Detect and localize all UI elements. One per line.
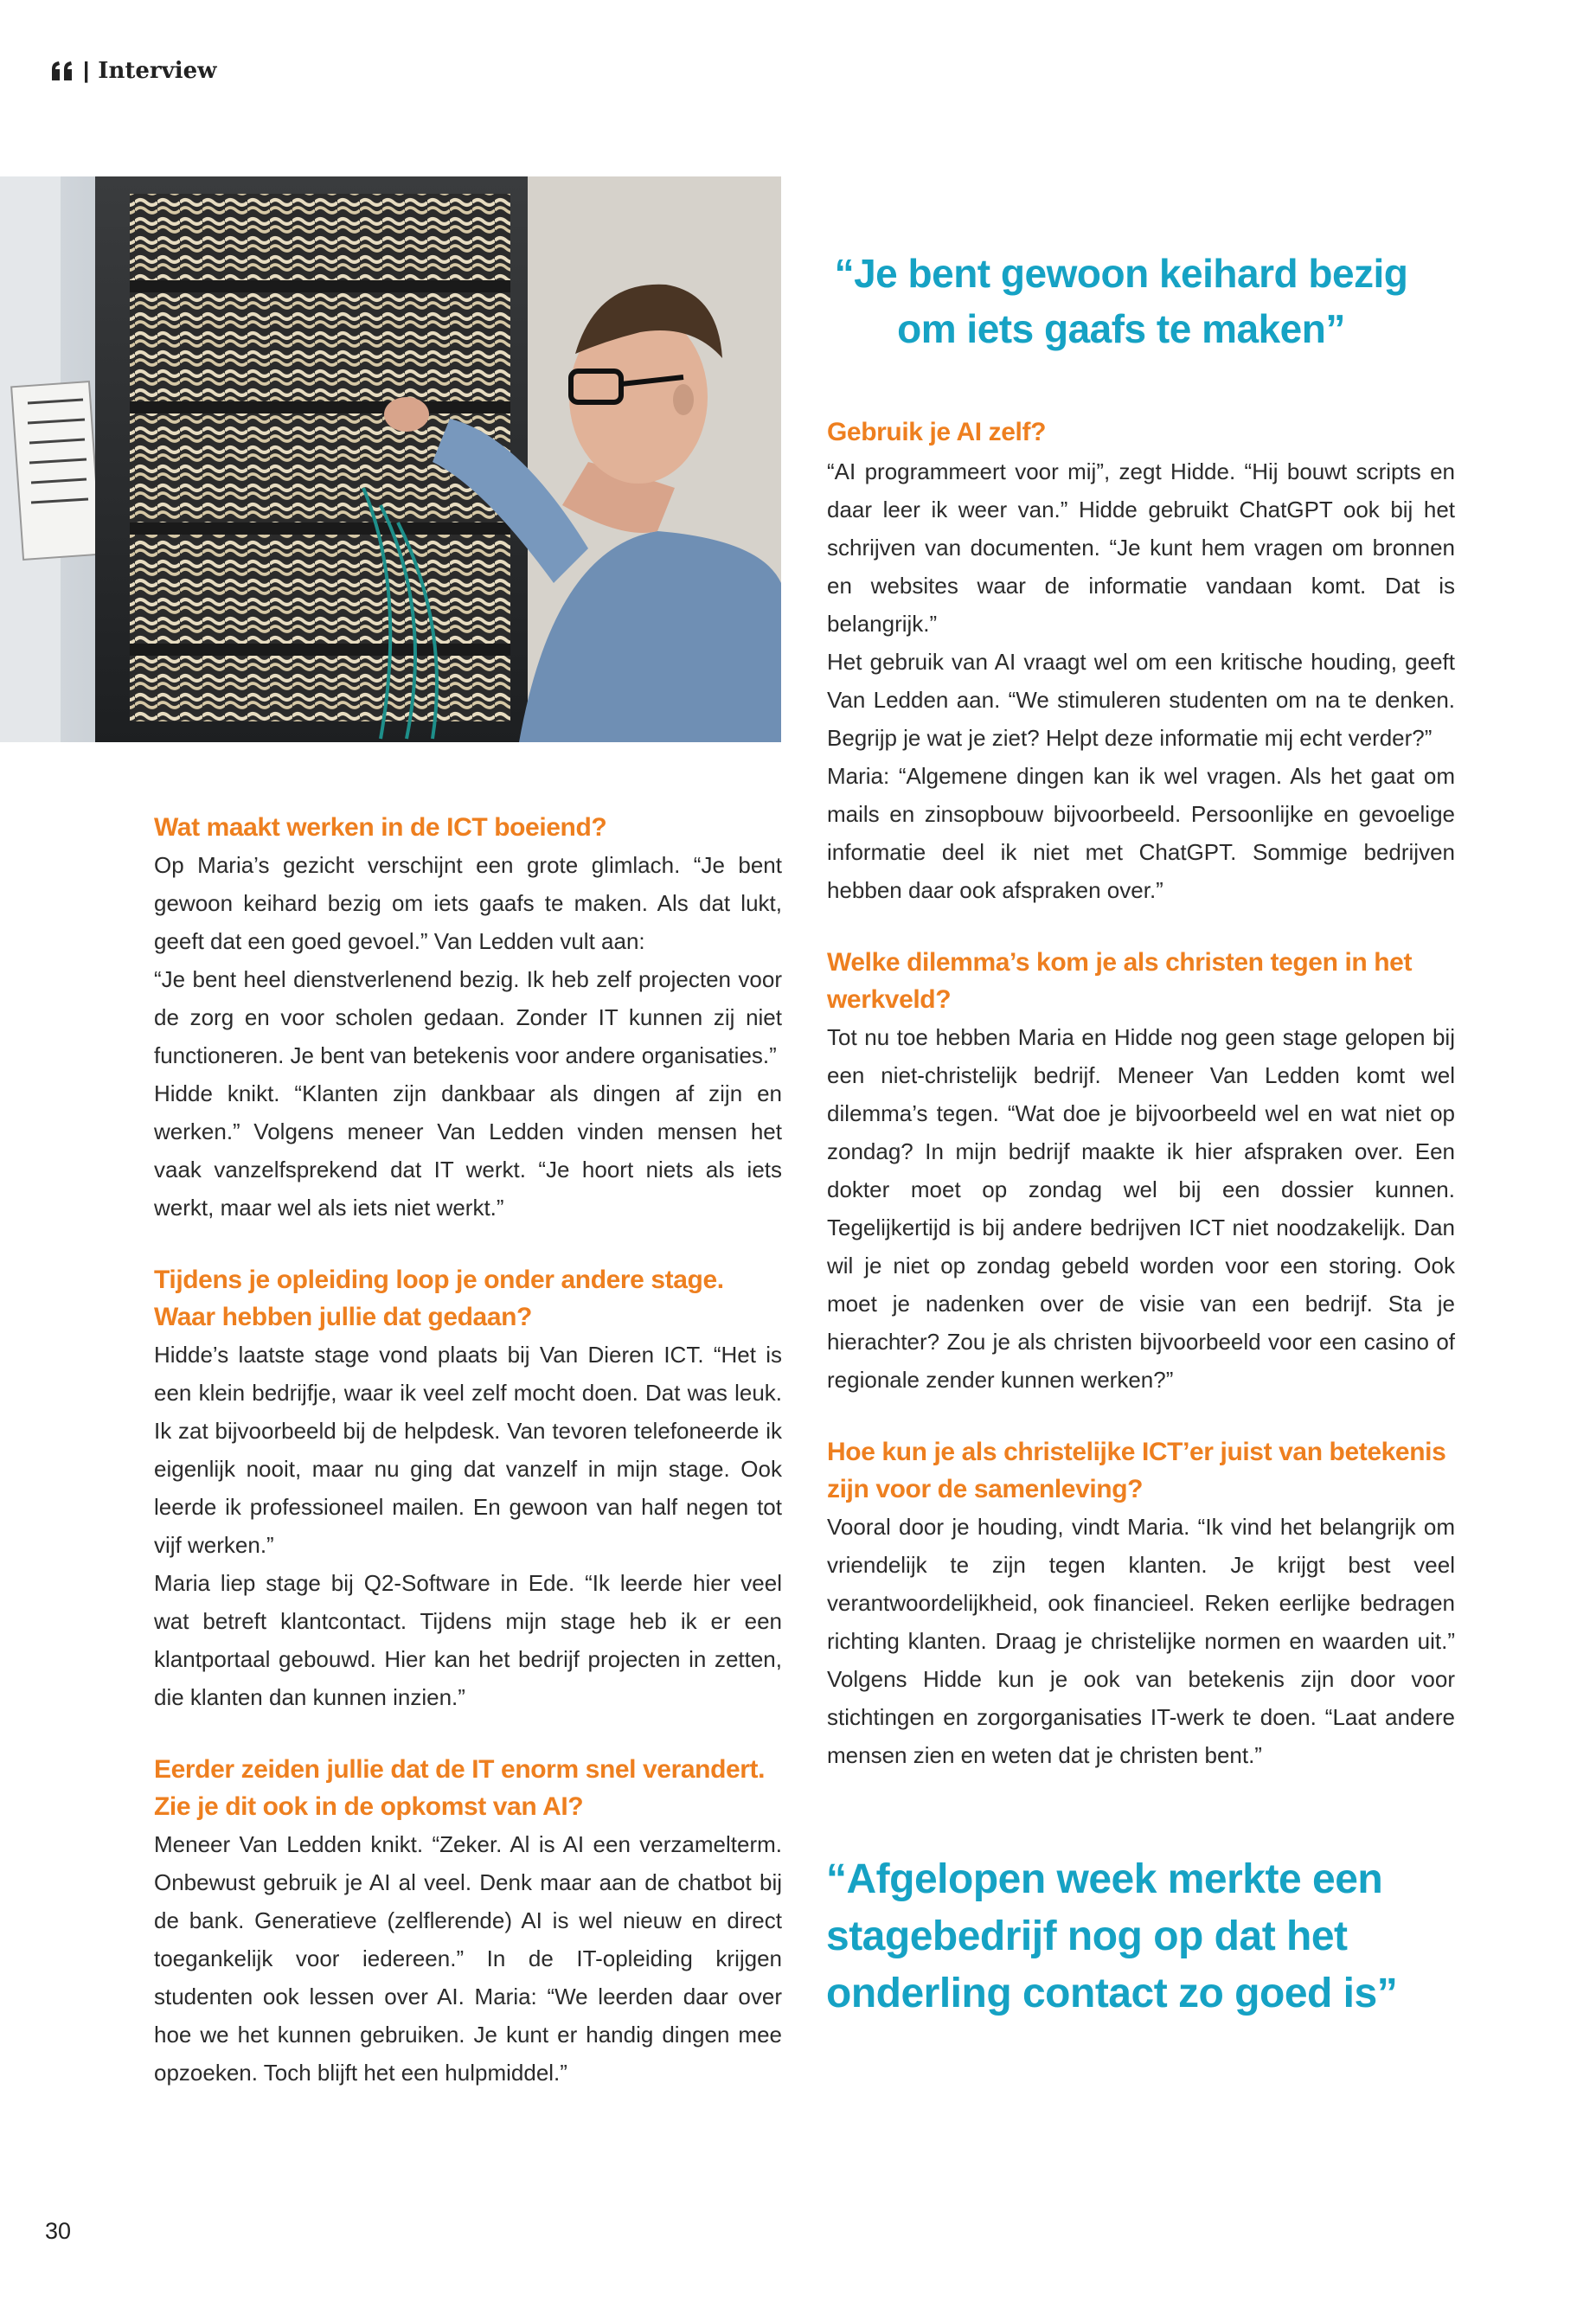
section-label: Interview — [98, 57, 217, 84]
paragraph: Vooral door je houding, vindt Maria. “Ik vind het belangrijk om vriendelijk te zijn tegen klanten. Je krijgt best veel verantwoordelijkheid, ook financieel. Reken eerlijke bedragen richting klanten. Draag je christelijke normen en waarden uit.” Volgens Hidde kun je ook van betekenis zijn door voor stichtingen en zorgorganisaties IT-werk te doen. “Laat andere mensen zien en weten dat je christen bent.” — [827, 1514, 1455, 1768]
server-rack-photo — [0, 176, 781, 742]
section-heading: Welke dilemma’s kom je als christen tegen in het werkveld? — [827, 948, 1413, 1014]
paragraph: “Je bent heel dienstverlenend bezig. Ik heb zelf projecten voor de zorg en voor scholen gedaan. Zonder IT kunnen zij niet functioneren. Je bent van betekenis voor andere organisaties.” — [154, 966, 782, 1068]
photo-illustration — [0, 176, 781, 742]
section-betekenis — [827, 1433, 1455, 1774]
section-heading: Tijdens je opleiding loop je onder andere stage. Waar hebben jullie dat gedaan? — [154, 1266, 724, 1331]
page-number: 30 — [45, 2218, 72, 2244]
section-stage — [154, 1261, 782, 1716]
paragraph: Meneer Van Ledden knikt. “Zeker. Al is AI een verzamelterm. Onbewust gebruik je AI al veel. Denk maar aan de chatbot bij de bank. Generatieve (zelflerende) AI is wel nieuw en direct toegankelijk voor iedereen.” In de IT-opleiding krijgen studenten ook lessen over AI. Maria: “We leerden daar over hoe we het kunnen gebruiken. Je kunt er handig dingen mee opzoeken. Toch blijft het een hulpmiddel.” — [154, 1831, 782, 2086]
section-heading: Eerder zeiden jullie dat de IT enorm snel verandert. Zie je dit ook in de opkomst van AI? — [154, 1755, 766, 1821]
section-ai-opkomst — [154, 1751, 782, 2092]
section-heading: Gebruik je AI zelf? — [827, 418, 1047, 446]
paragraph: Hidde knikt. “Klanten zijn dankbaar als dingen af zijn en werken.” Volgens meneer Van Ledden vinden mensen het vaak vanzelfsprekend dat IT werkt. “Je hoort niets als iets werkt, maar wel als iets niet werkt.” — [154, 1080, 782, 1221]
running-header — [50, 57, 217, 84]
pull-quote-top: “Je bent gewoon keihard bezig om iets gaafs te maken” — [834, 251, 1408, 351]
section-heading: Hoe kun je als christelijke ICT’er juist van betekenis zijn voor de samenleving? — [827, 1438, 1446, 1503]
section-ict-boeiend — [154, 809, 782, 1227]
pull-quote-bottom: “Afgelopen week merkte een stagebedrijf nog op dat het onderling contact zo goed is” — [826, 1856, 1398, 2016]
paragraph: Hidde’s laatste stage vond plaats bij Van Dieren ICT. “Het is een klein bedrijfje, waar ik veel zelf mocht doen. Dat was leuk. Ik zat bijvoorbeeld bij de helpdesk. Van tevoren telefoneerde ik eigenlijk nooit, maar nu ging dat vanzelf in mijn stage. Ook leerde ik professioneel mailen. En gewoon van half negen tot vijf werken.” — [154, 1342, 782, 1558]
paragraph: Maria: “Algemene dingen kan ik wel vragen. Als het gaat om mails en zinsopbouw bijvoorbeeld. Persoonlijke en gevoelige informatie deel ik niet met ChatGPT. Sommige bedrijven hebben daar ook afspraken over.” — [827, 763, 1455, 903]
quote-icon — [50, 60, 74, 82]
header-divider: | — [83, 57, 90, 83]
right-column — [827, 413, 1455, 1774]
section-dilemmas — [827, 944, 1455, 1399]
paragraph: “AI programmeert voor mij”, zegt Hidde. “Hij bouwt scripts en daar leer ik weer van.” Hidde gebruikt ChatGPT ook bij het schrijven van documenten. “Je kunt hem vragen om bronnen en websites waar de informatie vandaan komt. Dat is belangrijk.” — [827, 458, 1455, 637]
paragraph: Maria liep stage bij Q2-Software in Ede. “Ik leerde hier veel wat betreft klantcontact. Tijdens mijn stage heb ik er een klantportaal gebouwd. Hier kan het bedrijf projecten in zetten, die klanten dan kunnen inzien.” — [154, 1570, 782, 1710]
paragraph: Tot nu toe hebben Maria en Hidde nog geen stage gelopen bij een niet-christelijk bedrijf. Meneer Van Ledden komt wel dilemma’s tegen. “Wat doe je bijvoorbeeld wel en wat niet op zondag? In mijn bedrijf maakte ik hier afspraken over. Een dokter moet op zondag wel bij een dossier kunnen. Tegelijkertijd is bij andere bedrijven ICT niet noodzakelijk. Dan wil je niet op zondag gebeld worden voor een storing. Ook moet je nadenken over de visie van een bedrijf. Sta je hierachter? Zou je als christen bijvoorbeeld voor een casino of regionale zender kunnen werken?” — [827, 1024, 1455, 1393]
left-column — [154, 809, 782, 2092]
paragraph: Het gebruik van AI vraagt wel om een kritische houding, geeft Van Ledden aan. “We stimuleren studenten om na te denken. Begrijp je wat je ziet? Helpt deze informatie mij echt verder?” — [827, 649, 1455, 751]
section-heading: Wat maakt werken in de ICT boeiend? — [154, 813, 607, 842]
paragraph: Op Maria’s gezicht verschijnt een grote glimlach. “Je bent gewoon keihard bezig om iets gaafs te maken. Als dat lukt, geeft dat een goed gevoel.” Van Ledden vult aan: — [154, 852, 782, 954]
section-ai-zelf — [827, 413, 1455, 909]
